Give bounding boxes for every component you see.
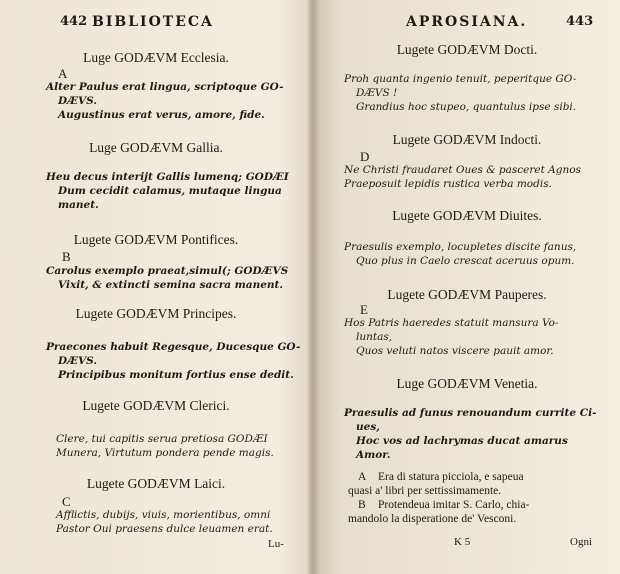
verse-line: Principibus monitum fortius ense dedit. <box>58 369 294 381</box>
verse-line: Praecones habuit Regesque, Ducesque GO- <box>46 341 301 353</box>
verse-line: Vixit, & extincti semina sacra manent. <box>58 279 284 291</box>
verse-line: Alter Paulus erat lingua, scriptoque GO- <box>46 81 284 93</box>
verse-line: ues, <box>356 421 380 433</box>
note-line <box>344 512 529 526</box>
verse-block <box>344 163 581 191</box>
signature-mark: K 5 <box>454 536 471 548</box>
heading-clerici: Lugete GODÆVM Clerici. <box>82 398 230 413</box>
section-letter-a: A <box>58 66 68 81</box>
verse-line: Augustinus erat verus, amore, fide. <box>58 109 265 121</box>
heading-venetia: Luge GODÆVM Venetia. <box>396 376 538 391</box>
verse-line: Clere, tui capitis serua pretiosa GODÆI <box>56 433 268 445</box>
verse-block <box>344 406 596 462</box>
verse-line: Munera, Virtutum pondera pende magis. <box>56 447 274 459</box>
section-letter-e: E <box>360 302 368 317</box>
note-letter: A <box>358 471 367 483</box>
heading-indocti: Lugete GODÆVM Indocti. <box>392 132 542 147</box>
verse-line: Praesulis exemplo, locupletes discite fanus, <box>344 241 577 253</box>
heading-ecclesia: Luge GODÆVM Ecclesia. <box>83 50 229 65</box>
verse-block <box>56 432 274 460</box>
verse-line: Dum cecidit calamus, mutaque lingua <box>58 185 282 197</box>
note-text: quasi a' libri per settissimamente. <box>348 485 502 497</box>
verse-line: manet. <box>58 199 99 211</box>
right-page-number: 443 <box>566 14 594 29</box>
verse-block <box>46 170 289 212</box>
verse-block <box>46 340 300 382</box>
heading-pontifices: Lugete GODÆVM Pontifices. <box>73 232 239 247</box>
verse-line: Quos veluti natos viscere pauit amor. <box>356 345 554 357</box>
verse-block <box>344 316 559 358</box>
verse-block <box>344 72 576 114</box>
verse-line: Ne Christi fraudaret Oues & pasceret Agnos <box>344 164 581 176</box>
left-catchword: Lu- <box>268 538 284 550</box>
right-catchword: Ogni <box>570 536 592 548</box>
verse-line: Heu decus interijt Gallis lumenq; GODÆI <box>46 171 289 183</box>
heading-laici: Lugete GODÆVM Laici. <box>86 476 226 491</box>
verse-block <box>344 240 576 268</box>
heading-principes: Lugete GODÆVM Principes. <box>75 306 237 321</box>
section-letter-d: D <box>360 149 370 164</box>
note-line <box>344 484 529 498</box>
verse-line: Pastor Oui praesens dulce leuamen erat. <box>56 523 273 535</box>
heading-gallia: Luge GODÆVM Gallia. <box>89 140 223 155</box>
verse-line: Quo plus in Caelo crescat aceruus opum. <box>356 255 575 267</box>
left-running-head: BIBLIOTECA <box>92 14 214 30</box>
section-letter-b: B <box>62 249 71 264</box>
verse-line: Hoc vos ad lachrymas ducat amarus <box>356 435 568 447</box>
verse-line: Hos Patris haeredes statuit mansura Vo- <box>344 317 559 329</box>
heading-diuites: Lugete GODÆVM Diuites. <box>392 208 542 223</box>
verse-line: luntas, <box>356 331 393 343</box>
note-line <box>344 470 529 484</box>
verse-line: Grandius hoc stupeo, quantulus ipse sibi. <box>356 101 577 113</box>
heading-docti: Lugete GODÆVM Docti. <box>396 42 538 57</box>
verse-block <box>56 508 273 536</box>
verse-line: DÆVS. <box>58 95 97 107</box>
left-page-number: 442 <box>60 14 88 29</box>
section-letter-c: C <box>62 494 71 509</box>
verse-line: Carolus exemplo praeat,simul(; GODÆVS <box>46 265 289 277</box>
verse-line: DÆVS ! <box>356 87 398 99</box>
verse-block <box>46 80 284 122</box>
verse-line: DÆVS. <box>58 355 97 367</box>
note-line <box>344 498 529 512</box>
verse-line: Proh quanta ingenio tenuit, peperitque GO- <box>344 73 577 85</box>
note-text: mandolo la disperatione de' Vesconi. <box>348 513 517 525</box>
verse-line: Afflictis, dubijs, viuis, morientibus, omni <box>56 509 271 521</box>
verse-line: Praesulis ad funus renouandum currite Ci- <box>344 407 597 419</box>
marginal-notes <box>344 470 529 526</box>
verse-line: Amor. <box>356 449 391 461</box>
right-page <box>314 0 620 574</box>
note-text: Era di statura picciola, e sapeua <box>378 471 524 483</box>
note-letter: B <box>358 499 366 511</box>
note-text: Protendeua imitar S. Carlo, chia- <box>378 499 530 511</box>
verse-block <box>46 264 288 292</box>
heading-pauperes: Lugete GODÆVM Pauperes. <box>387 287 547 302</box>
verse-line: Praeposuit lepidis rustica verba modis. <box>344 178 552 190</box>
right-running-head: APROSIANA. <box>406 14 528 30</box>
